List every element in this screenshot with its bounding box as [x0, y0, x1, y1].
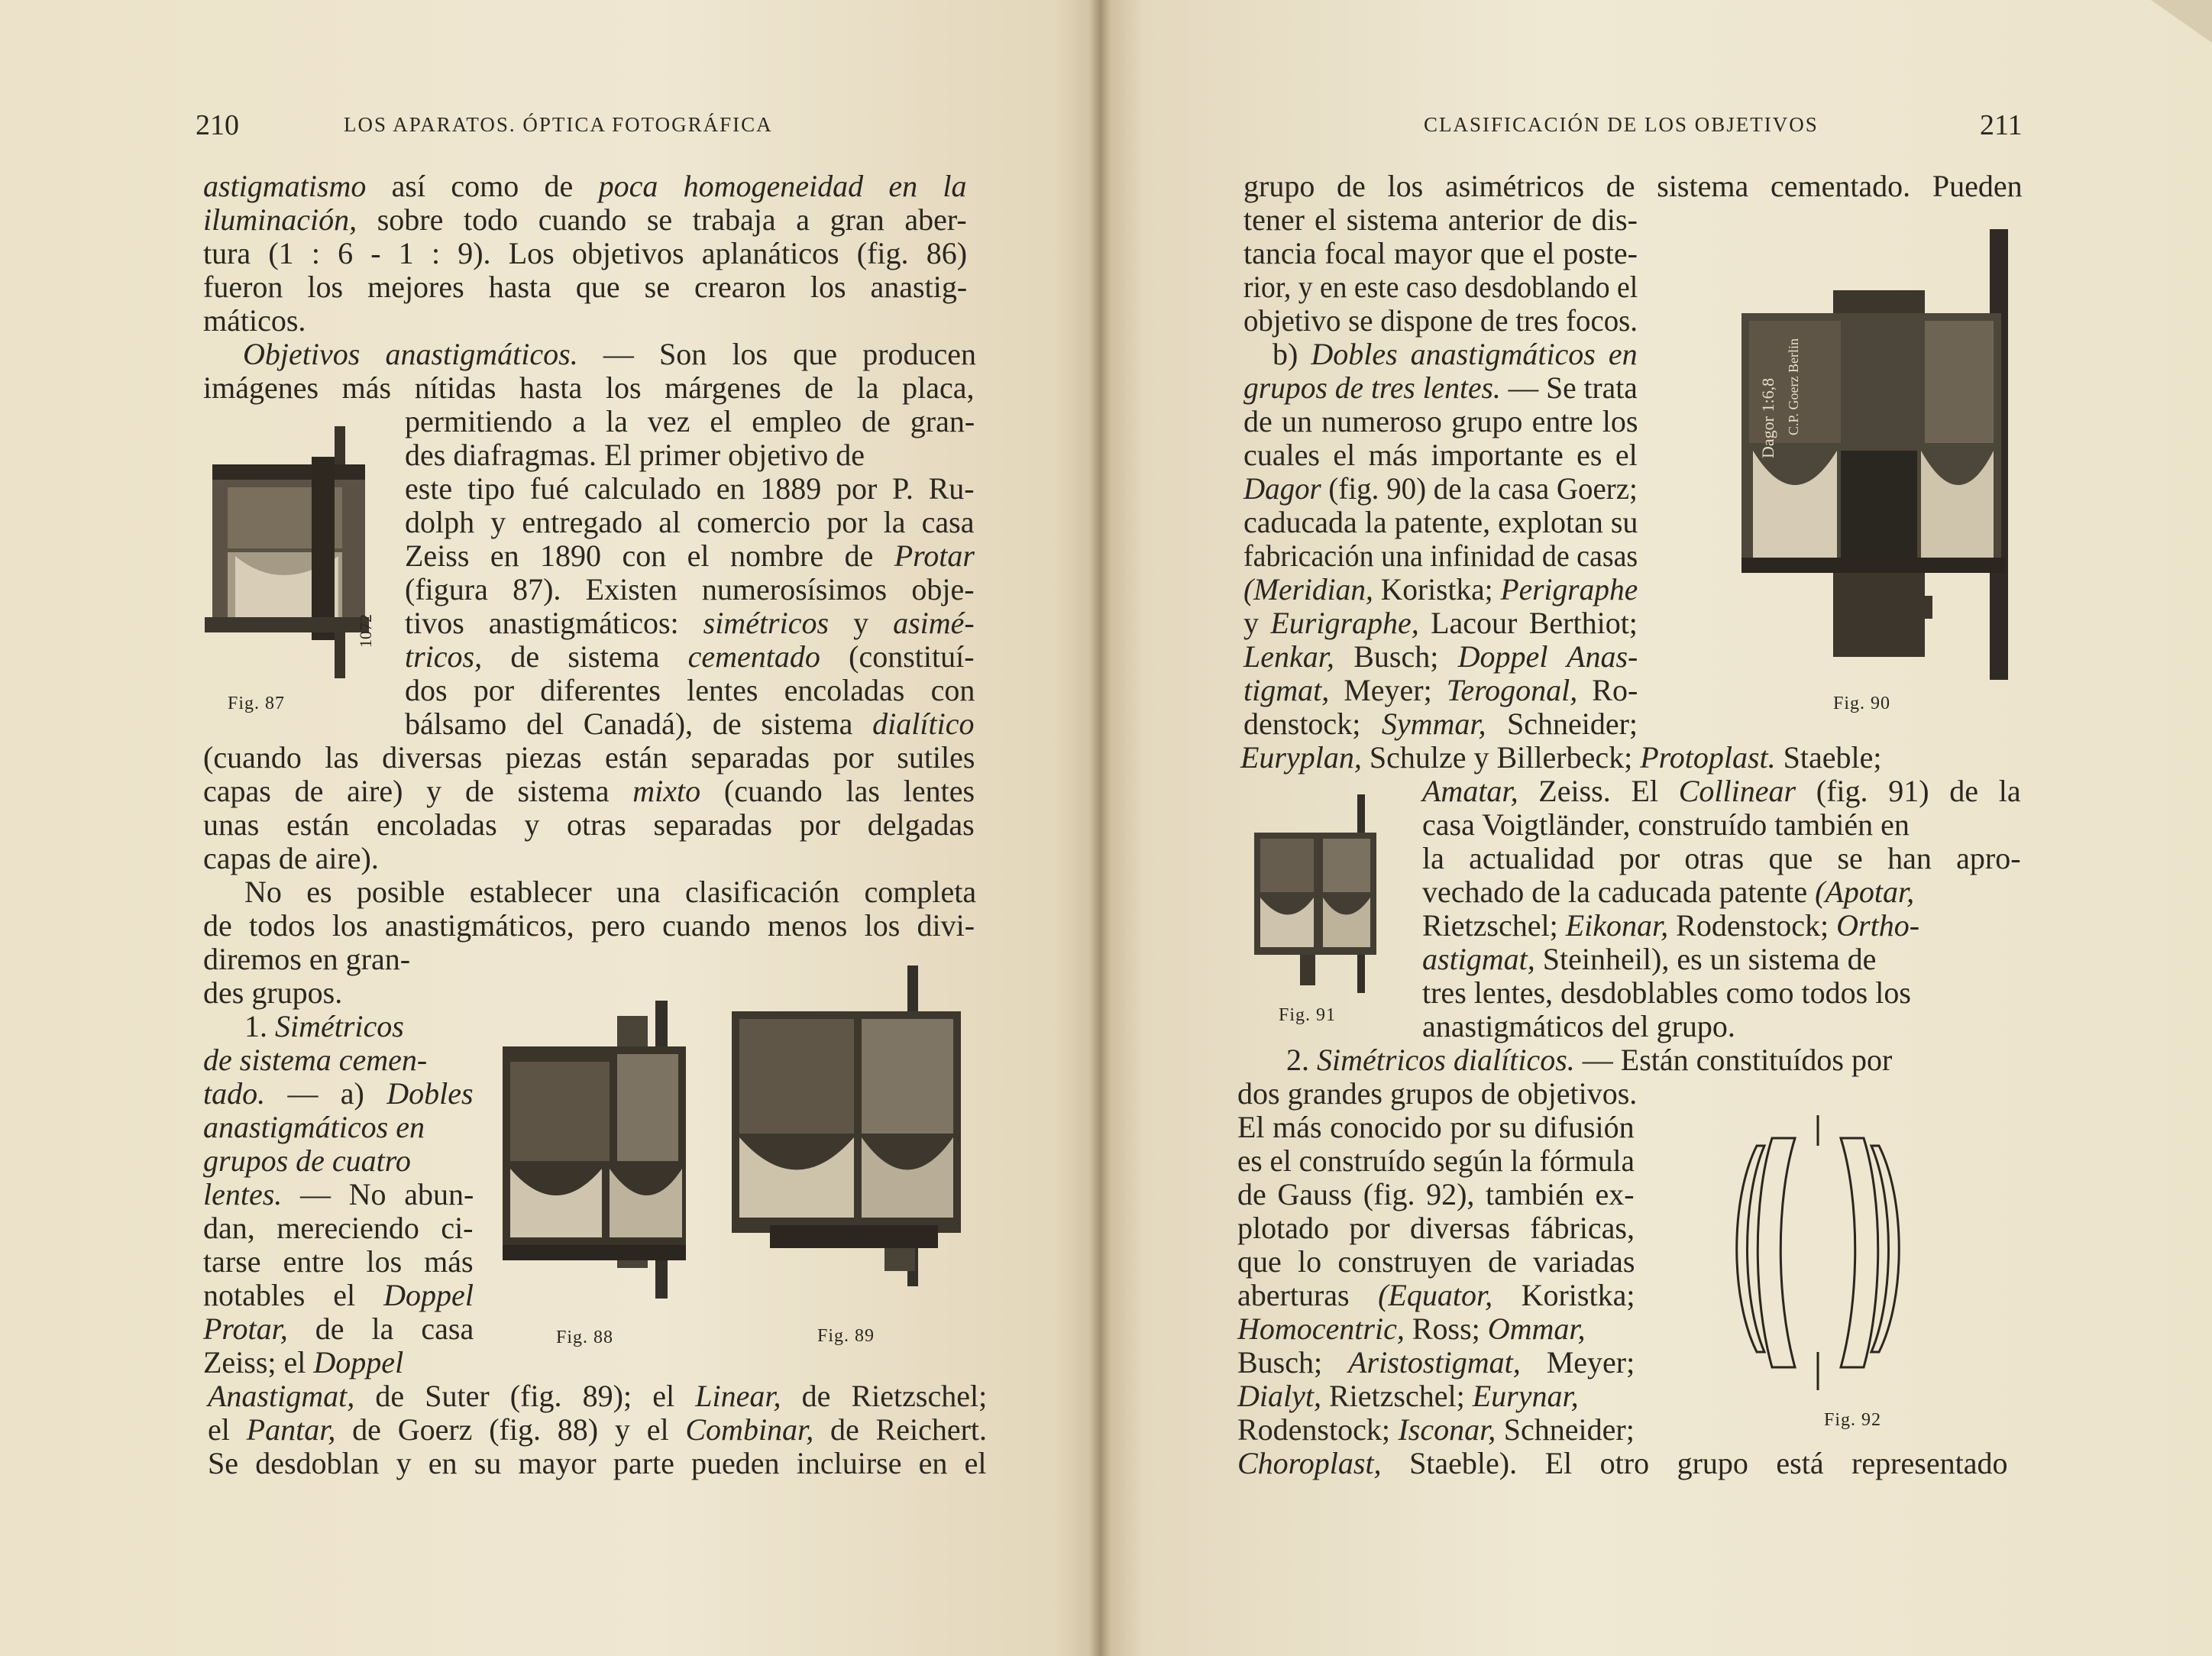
- text-line: [405, 640, 975, 674]
- figure-91-collinear-lens: [1254, 794, 1384, 993]
- italic-text-segment: Simétricos dialíticos.: [1317, 1043, 1575, 1077]
- text-line: [244, 875, 976, 909]
- italic-text-segment: tricos,: [405, 639, 483, 674]
- book-gutter: [1089, 0, 1111, 1656]
- text-line: [1237, 1447, 2007, 1480]
- text-line: [1237, 1413, 1635, 1447]
- text-segment: y: [1243, 606, 1271, 640]
- text-line: [1237, 1279, 1635, 1312]
- text-line: [1286, 1043, 1892, 1077]
- text-segment: — No abun-: [282, 1177, 474, 1211]
- text-segment: y: [829, 606, 894, 640]
- left-running-head: LOS APARATOS. ÓPTICA FOTOGRÁFICA: [344, 113, 773, 136]
- text-line: [203, 1245, 474, 1279]
- text-segment: este tipo fué calculado en 1889 por P. Ru-: [405, 471, 975, 506]
- italic-text-segment: tigmat,: [1243, 673, 1330, 707]
- italic-text-segment: Eurigraphe,: [1270, 606, 1419, 640]
- italic-text-segment: de sistema cemen-: [203, 1043, 428, 1077]
- text-segment: Busch;: [1237, 1345, 1349, 1379]
- text-line: [1422, 976, 1911, 1010]
- text-line: [1243, 237, 1638, 270]
- italic-text-segment: Ommar,: [1487, 1312, 1586, 1346]
- text-segment: capas de aire).: [203, 841, 379, 875]
- italic-text-segment: (Equator,: [1378, 1278, 1493, 1312]
- text-segment: Lacour Berthiot;: [1418, 606, 1638, 640]
- text-line: [1237, 1178, 1635, 1211]
- text-line: [1422, 943, 1876, 976]
- caption-fig-91: Fig. 91: [1279, 1005, 1337, 1025]
- italic-text-segment: Doppel: [313, 1345, 404, 1379]
- text-line: [203, 170, 967, 203]
- text-segment: des diafragmas. El primer objetivo de: [405, 438, 865, 472]
- text-line: [405, 506, 975, 539]
- italic-text-segment: Dobles anastigmáticos en: [1311, 337, 1638, 371]
- text-segment: Steinheil), es un sistema de: [1534, 942, 1877, 976]
- text-line: [1422, 909, 1919, 943]
- text-segment: de Suter (fig. 89); el: [354, 1379, 696, 1413]
- text-segment: cuales el más importante es el: [1243, 438, 1638, 472]
- italic-text-segment: poca homogeneidad en la: [598, 169, 967, 203]
- text-segment: Rodenstock;: [1237, 1412, 1399, 1447]
- text-segment: dos grandes grupos de objetivos.: [1237, 1076, 1638, 1111]
- italic-text-segment: Simétricos: [275, 1009, 404, 1043]
- text-segment: denstock;: [1243, 707, 1382, 741]
- text-line: [405, 472, 975, 506]
- text-line: [203, 270, 967, 304]
- text-segment: Meyer;: [1520, 1345, 1635, 1379]
- text-line: [1243, 573, 1638, 606]
- text-segment: Meyer;: [1329, 673, 1447, 707]
- text-segment: Zeiss en 1890 con el nombre de: [405, 539, 894, 573]
- italic-text-segment: Dialyt,: [1237, 1379, 1321, 1413]
- text-segment: Schulze y Billerbeck;: [1361, 740, 1641, 775]
- text-segment: — a): [265, 1076, 387, 1111]
- italic-text-segment: Protoplast.: [1640, 740, 1776, 775]
- text-segment: Se desdoblan y en su mayor parte pueden incluirse en el: [208, 1446, 987, 1480]
- text-segment: sobre todo cuando se trabaja a gran aber-: [357, 202, 967, 237]
- caption-fig-92: Fig. 92: [1824, 1410, 1882, 1430]
- text-line: [203, 909, 975, 943]
- text-segment: tres lentes, desdoblables como todos los: [1422, 975, 1911, 1010]
- text-segment: la actualidad por otras que se han apro-: [1422, 841, 2021, 875]
- text-line: [1237, 1245, 1635, 1279]
- italic-text-segment: astigmatismo: [203, 169, 367, 203]
- text-segment: unas están encoladas y otras separadas por delgadas: [203, 807, 975, 842]
- text-line: [244, 1010, 404, 1043]
- text-segment: bálsamo del Canadá), de sistema: [405, 707, 873, 741]
- text-line: [203, 1178, 474, 1211]
- italic-text-segment: Doppel: [383, 1278, 474, 1312]
- text-segment: de un numeroso grupo entre los: [1243, 404, 1638, 438]
- italic-text-segment: grupos de cuatro: [203, 1143, 411, 1178]
- text-line: [1243, 438, 1638, 472]
- text-segment: Schneider;: [1486, 707, 1638, 741]
- text-segment: des grupos.: [203, 975, 343, 1010]
- left-page-number: 210: [196, 109, 239, 141]
- caption-fig-90: Fig. 90: [1833, 694, 1891, 713]
- text-line: [1243, 674, 1638, 707]
- text-segment: aberturas: [1237, 1278, 1379, 1312]
- text-segment: Rietzschel;: [1321, 1379, 1473, 1413]
- left-page: [0, 0, 1100, 1656]
- text-segment: tura (1 : 6 - 1 : 9). Los objetivos aplanáticos (fig. 86): [203, 236, 968, 270]
- text-line: [203, 1211, 474, 1245]
- text-segment: tivos anastigmáticos:: [405, 606, 703, 640]
- figure-92-gauss-formula-diagram: [1726, 1115, 1910, 1390]
- text-segment: Koristka;: [1492, 1278, 1635, 1312]
- text-line: [1243, 640, 1638, 674]
- text-segment: tener el sistema anterior de dis-: [1243, 202, 1638, 237]
- text-segment: casa Voigtländer, construído también en: [1422, 807, 1910, 842]
- text-segment: 2.: [1286, 1043, 1317, 1077]
- text-line: [203, 976, 342, 1010]
- italic-text-segment: simétricos: [703, 606, 830, 640]
- text-segment: fabricación una infinidad de casas: [1243, 539, 1638, 573]
- italic-text-segment: Dobles: [386, 1076, 474, 1111]
- italic-text-segment: (Meridian,: [1243, 572, 1373, 606]
- text-segment: de Rietzschel;: [781, 1379, 988, 1413]
- text-line: [1243, 472, 1638, 506]
- text-line: [203, 1077, 474, 1111]
- text-line: [1243, 707, 1638, 741]
- text-line: [405, 539, 975, 573]
- text-segment: plotado por diversas fábricas,: [1237, 1211, 1635, 1245]
- text-line: [203, 1043, 427, 1077]
- fig90-engraving: Dagor 1:6,8: [1758, 377, 1777, 458]
- text-segment: anastigmáticos del grupo.: [1422, 1009, 1735, 1043]
- text-segment: — Están constituídos por: [1574, 1043, 1893, 1077]
- text-segment: imágenes más nítidas hasta los márgenes de la placa,: [203, 370, 975, 405]
- text-line: [1243, 371, 1638, 405]
- text-line: [203, 1111, 425, 1144]
- text-segment: de Goerz (fig. 88) y el: [335, 1412, 686, 1447]
- text-segment: rior, y en este caso desdoblando el: [1243, 270, 1638, 304]
- italic-text-segment: Objetivos anastigmáticos.: [243, 337, 578, 371]
- text-segment: de la casa: [287, 1312, 474, 1346]
- text-segment: (figura 87). Existen numerosísimos obje-: [405, 572, 975, 606]
- text-segment: tarse entre los más: [203, 1244, 474, 1279]
- text-line: [1237, 1346, 1635, 1379]
- text-line: [1240, 741, 1882, 775]
- text-segment: grupo de los asimétricos de sistema cementado. Pueden: [1243, 169, 2023, 203]
- italic-text-segment: Linear,: [695, 1379, 781, 1413]
- italic-text-segment: Isconar,: [1398, 1412, 1496, 1447]
- figure-88-pantar-lens: [503, 993, 697, 1299]
- text-segment: dos por diferentes lentes encoladas con: [405, 673, 975, 707]
- text-segment: así como de: [366, 169, 599, 203]
- text-line: [405, 674, 975, 707]
- italic-text-segment: Eikonar,: [1565, 908, 1669, 943]
- italic-text-segment: tado.: [203, 1076, 266, 1111]
- text-segment: de Reichert.: [813, 1412, 988, 1447]
- text-line: [405, 405, 975, 438]
- text-segment: capas de aire) y de sistema: [203, 774, 633, 808]
- italic-text-segment: Amatar,: [1422, 774, 1518, 808]
- text-line: [405, 573, 975, 606]
- text-segment: Rietzschel;: [1422, 908, 1566, 943]
- text-line: [405, 606, 975, 640]
- text-line: [203, 1346, 403, 1379]
- text-line: [208, 1379, 987, 1413]
- italic-text-segment: Dagor: [1243, 471, 1321, 506]
- text-segment: de sistema: [482, 639, 688, 674]
- italic-text-segment: Protar: [894, 539, 975, 573]
- text-line: [203, 842, 379, 875]
- text-line: [1422, 875, 1914, 909]
- text-line: [203, 237, 967, 270]
- text-segment: El más conocido por su difusión: [1237, 1110, 1635, 1144]
- italic-text-segment: dialítico: [872, 707, 975, 741]
- text-segment: (fig. 91) de la: [1796, 774, 2021, 808]
- italic-text-segment: Pantar,: [246, 1412, 336, 1447]
- text-line: [203, 775, 975, 808]
- text-segment: (fig. 90) de la casa Goerz;: [1321, 471, 1638, 506]
- italic-text-segment: Symmar,: [1381, 707, 1486, 741]
- italic-text-segment: Doppel Anas-: [1457, 639, 1638, 674]
- fig90-maker-engraving: C.P. Goerz Berlin: [1786, 338, 1801, 435]
- text-line: [203, 943, 410, 976]
- italic-text-segment: Combinar,: [685, 1412, 814, 1447]
- text-line: [208, 1413, 987, 1447]
- text-line: [203, 808, 975, 842]
- text-segment: el: [208, 1412, 247, 1447]
- caption-fig-88: Fig. 88: [556, 1328, 614, 1347]
- text-segment: — Son los que producen: [577, 337, 977, 371]
- text-segment: (cuando las diversas piezas están separadas por sutiles: [203, 740, 975, 775]
- text-line: [1243, 405, 1638, 438]
- text-segment: Ro-: [1577, 673, 1638, 707]
- italic-text-segment: Homocentric,: [1237, 1312, 1405, 1346]
- right-page-number: 211: [1980, 109, 2023, 141]
- text-segment: objetivo se dispone de tres focos.: [1243, 303, 1638, 338]
- figure-87-protar-lens: [205, 419, 380, 686]
- text-line: [1422, 842, 2021, 875]
- caption-fig-89: Fig. 89: [817, 1326, 875, 1346]
- italic-text-segment: Lenkar,: [1243, 639, 1334, 674]
- text-segment: caducada la patente, explotan su: [1243, 505, 1638, 539]
- italic-text-segment: Aristostigmat,: [1348, 1345, 1521, 1379]
- text-line: [1237, 1312, 1586, 1346]
- text-line: [1243, 506, 1638, 539]
- text-segment: Staeble;: [1775, 740, 1882, 775]
- text-segment: máticos.: [203, 303, 306, 338]
- italic-text-segment: lentes.: [203, 1177, 283, 1211]
- italic-text-segment: Collinear: [1678, 774, 1796, 808]
- italic-text-segment: Ortho-: [1836, 908, 1920, 943]
- text-segment: No es posible establecer una clasificación completa: [244, 875, 977, 909]
- text-line: [203, 1312, 474, 1346]
- text-segment: (cuando las lentes: [700, 774, 975, 808]
- text-segment: permitiendo a la vez el empleo de gran-: [405, 404, 975, 438]
- fig87-side-number: 1072: [356, 614, 375, 648]
- text-segment: — Se trata: [1500, 370, 1638, 405]
- italic-text-segment: grupos de tres lentes.: [1243, 370, 1501, 405]
- text-line: [203, 304, 306, 338]
- text-segment: diremos en gran-: [203, 942, 411, 976]
- text-segment: Schneider;: [1496, 1412, 1635, 1447]
- text-line: [1243, 606, 1638, 640]
- text-line: [1422, 775, 2021, 808]
- text-segment: es el construído según la fórmula: [1237, 1143, 1635, 1178]
- text-line: [1237, 1077, 1637, 1111]
- caption-fig-87: Fig. 87: [228, 694, 286, 713]
- right-page: [1100, 0, 2212, 1656]
- figure-90-dagor-lens: [1741, 229, 2016, 680]
- text-line: [405, 438, 865, 472]
- text-segment: Busch;: [1334, 639, 1458, 674]
- text-line: [1243, 203, 1638, 237]
- text-line: [203, 741, 975, 775]
- text-line: [1237, 1111, 1635, 1144]
- text-segment: Rodenstock;: [1668, 908, 1837, 943]
- text-line: [1422, 808, 1910, 842]
- italic-text-segment: Protar,: [203, 1312, 288, 1346]
- text-segment: Zeiss. El: [1518, 774, 1679, 808]
- text-line: [203, 203, 967, 237]
- text-line: [1237, 1379, 1579, 1413]
- italic-text-segment: asimé-: [893, 606, 975, 640]
- text-line: [203, 1144, 411, 1178]
- text-segment: tancia focal mayor que el poste-: [1243, 236, 1638, 270]
- italic-text-segment: Terogonal,: [1446, 673, 1578, 707]
- text-line: [405, 707, 975, 741]
- text-line: [208, 1447, 987, 1480]
- text-line: [243, 338, 976, 371]
- italic-text-segment: (Apotar,: [1815, 875, 1915, 909]
- italic-text-segment: iluminación,: [203, 202, 357, 237]
- text-segment: que lo construyen de variadas: [1237, 1244, 1635, 1279]
- italic-text-segment: Choroplast,: [1237, 1446, 1382, 1480]
- text-segment: (constituí-: [820, 639, 975, 674]
- italic-text-segment: Eurynar,: [1472, 1379, 1579, 1413]
- text-segment: vechado de la caducada patente: [1422, 875, 1816, 909]
- text-segment: Staeble). El otro grupo está representado: [1381, 1446, 2008, 1480]
- text-segment: de Gauss (fig. 92), también ex-: [1237, 1177, 1635, 1211]
- text-line: [1237, 1211, 1635, 1245]
- text-line: [1422, 1010, 1735, 1043]
- italic-text-segment: Perigraphe: [1500, 572, 1638, 606]
- text-segment: b): [1273, 337, 1311, 371]
- figure-89-doppel-anastigmat-lens: [724, 965, 976, 1286]
- text-line: [203, 1279, 474, 1312]
- italic-text-segment: Anastigmat,: [208, 1379, 355, 1413]
- text-line: [1243, 270, 1638, 304]
- text-segment: notables el: [203, 1278, 384, 1312]
- italic-text-segment: Euryplan,: [1240, 740, 1362, 775]
- italic-text-segment: anastigmáticos en: [203, 1110, 425, 1144]
- text-segment: dan, mereciendo ci-: [203, 1211, 474, 1245]
- text-line: [1243, 170, 2023, 203]
- text-line: [1243, 539, 1638, 573]
- text-segment: Koristka;: [1373, 572, 1501, 606]
- text-segment: fueron los mejores hasta que se crearon los anastig-: [203, 270, 968, 304]
- italic-text-segment: mixto: [632, 774, 701, 808]
- text-line: [1237, 1144, 1635, 1178]
- text-line: [1243, 304, 1638, 338]
- text-line: [1273, 338, 1638, 371]
- page-corner-fold: [2143, 0, 2212, 46]
- text-segment: Zeiss; el: [203, 1345, 314, 1379]
- text-segment: Ross;: [1404, 1312, 1488, 1346]
- italic-text-segment: cementado: [687, 639, 820, 674]
- italic-text-segment: astigmat,: [1422, 942, 1535, 976]
- text-line: [203, 371, 975, 405]
- text-segment: 1.: [244, 1009, 275, 1043]
- text-segment: dolph y entregado al comercio por la casa: [405, 505, 975, 539]
- text-segment: de todos los anastigmáticos, pero cuando menos los divi-: [203, 908, 975, 943]
- right-running-head: CLASIFICACIÓN DE LOS OBJETIVOS: [1424, 113, 1819, 136]
